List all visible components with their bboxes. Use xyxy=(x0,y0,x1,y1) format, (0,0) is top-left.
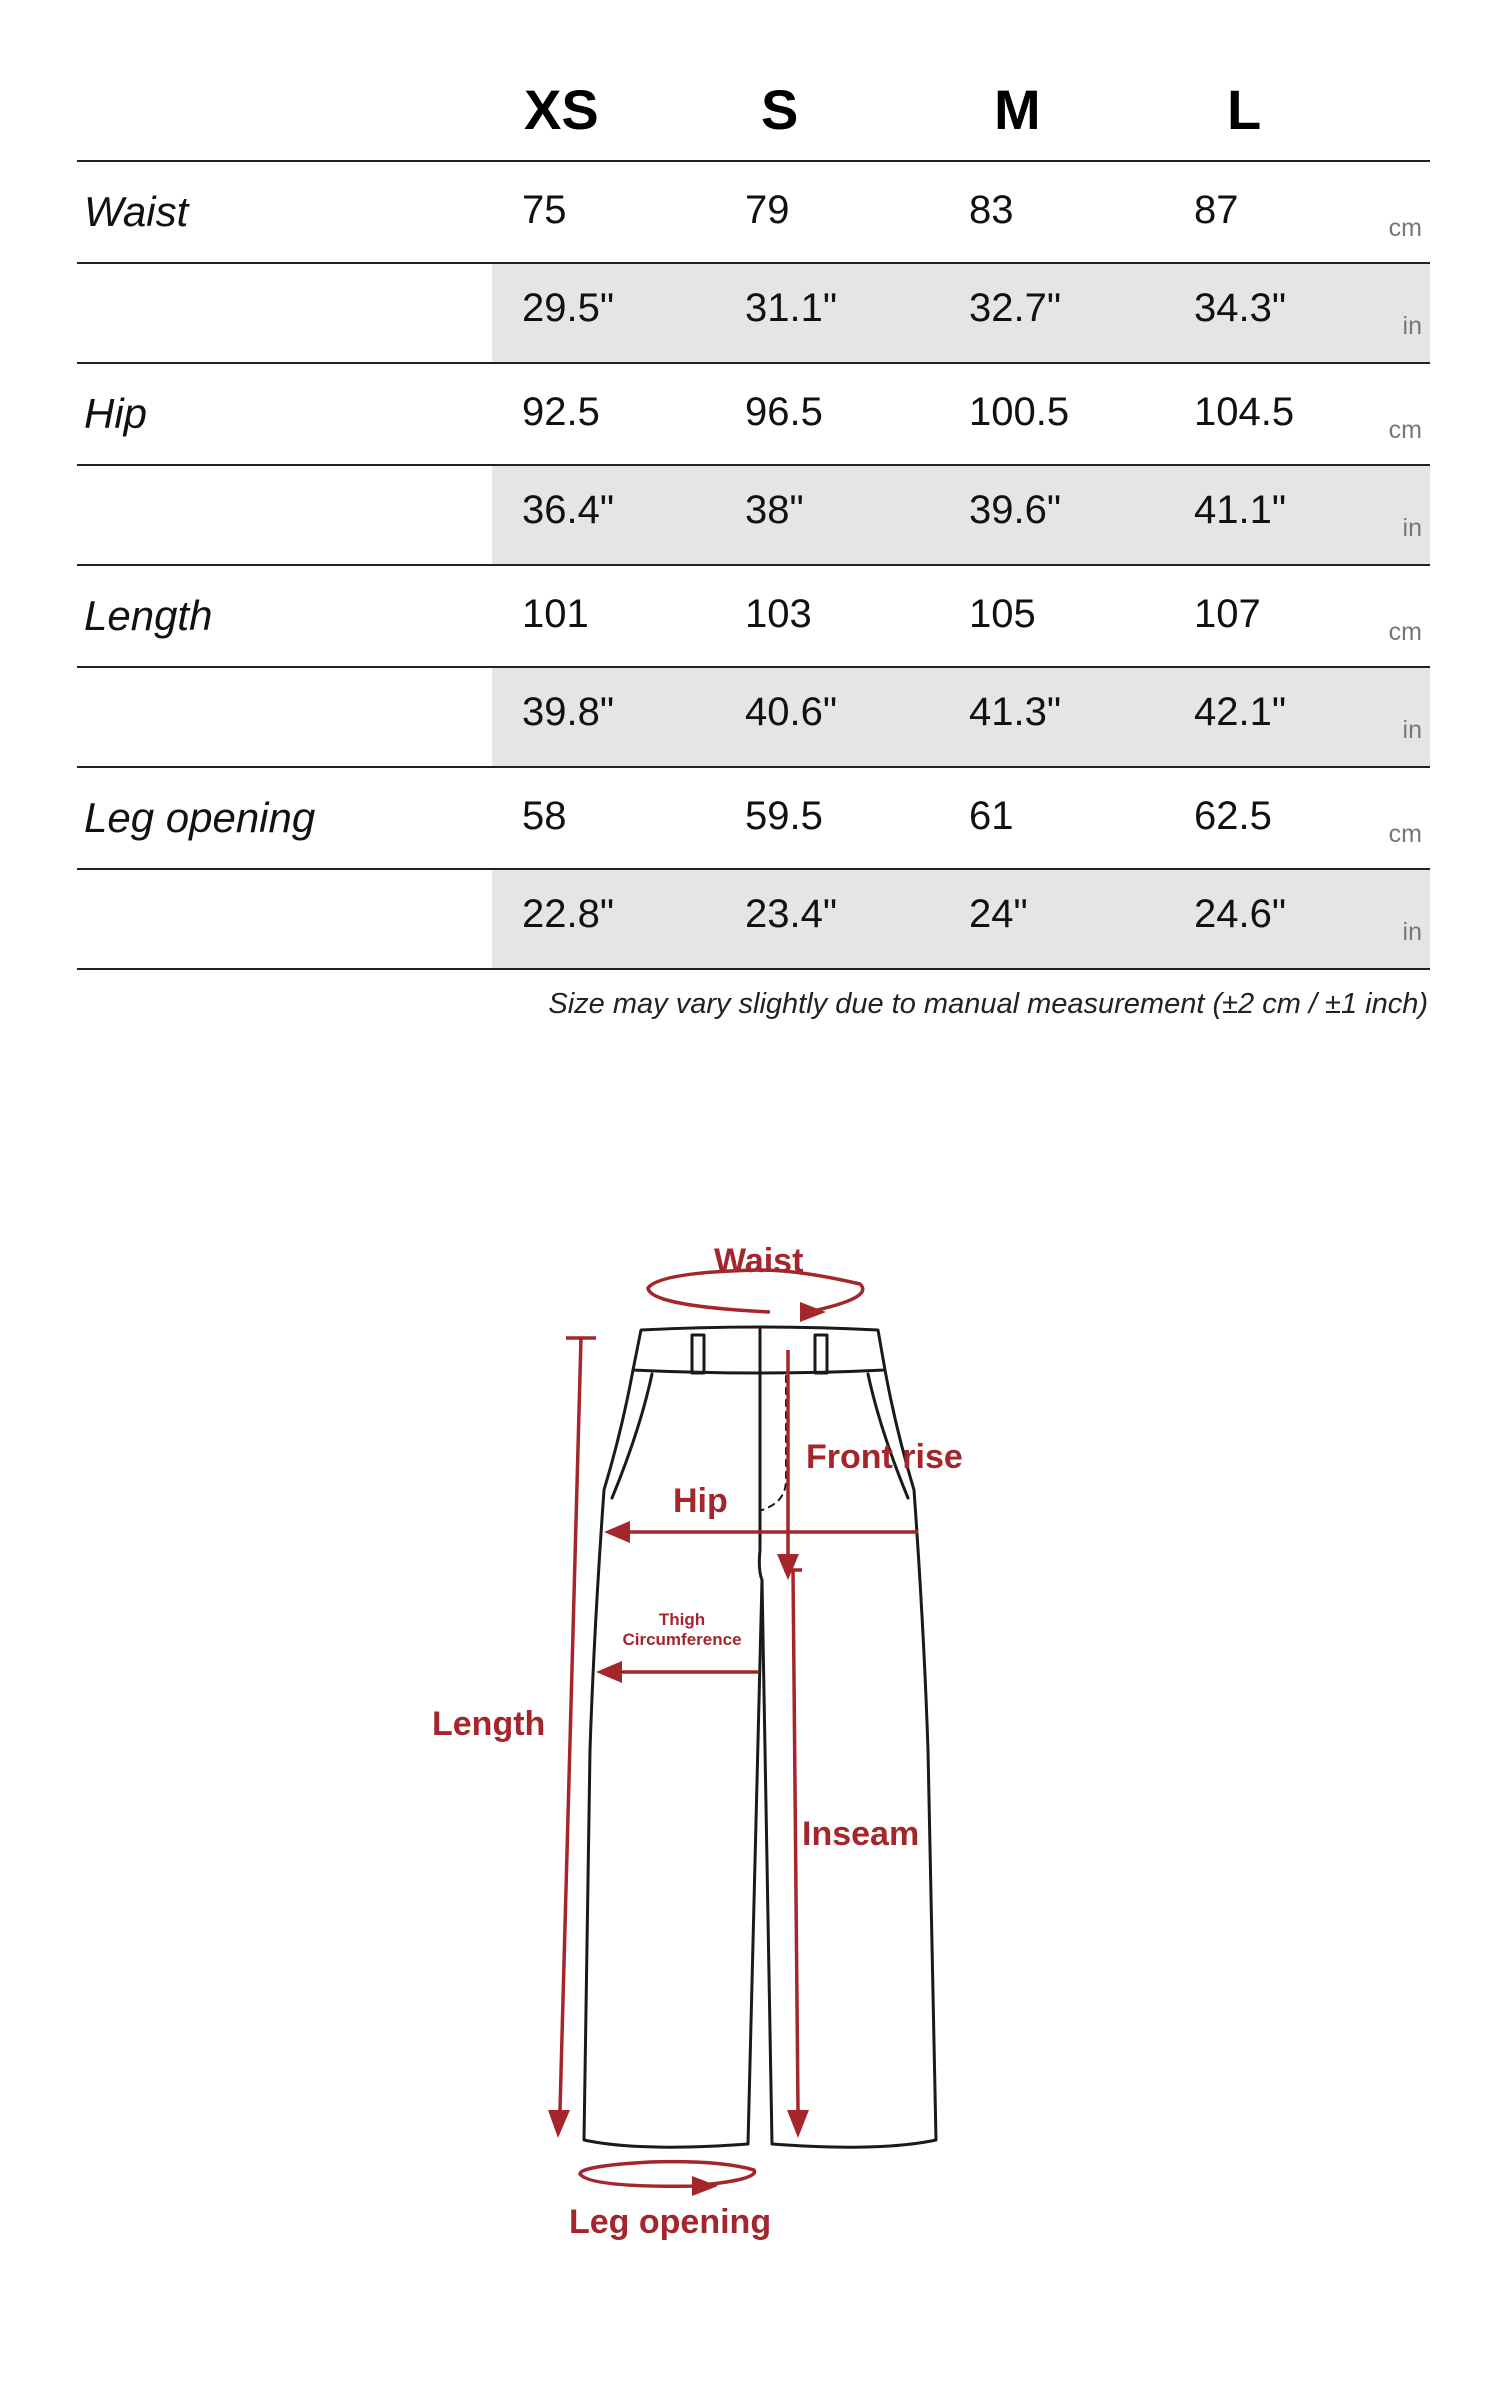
length-label: Length xyxy=(432,1705,546,1743)
measurement-group-hip xyxy=(77,364,1430,566)
size-table xyxy=(77,0,1430,970)
size-column-m: M xyxy=(994,78,1041,141)
table-cell: 96.5 xyxy=(745,390,823,434)
table-cell: 61 xyxy=(969,794,1014,838)
size-column-s: S xyxy=(761,78,799,141)
table-cell: 58 xyxy=(522,794,567,838)
table-row-cm xyxy=(77,768,1430,868)
size-disclaimer-note: Size may vary slightly due to manual measurement (±2 cm / ±1 inch) xyxy=(548,988,1428,1020)
unit-label-in: in xyxy=(1402,918,1422,946)
leg-opening-label: Leg opening xyxy=(569,2203,772,2241)
table-cell: 24.6" xyxy=(1194,892,1287,936)
fly-stitching xyxy=(762,1376,786,1510)
table-row-in xyxy=(77,464,1430,564)
pants-illustration xyxy=(0,1180,1500,2280)
table-cell: 42.1" xyxy=(1194,690,1287,734)
length-line xyxy=(560,1338,581,2110)
table-cell: 107 xyxy=(1194,592,1261,636)
table-cell: 31.1" xyxy=(745,286,838,330)
pants-measurement-diagram xyxy=(0,1180,1500,2280)
size-column-xs: XS xyxy=(524,78,599,141)
table-row-cm xyxy=(77,162,1430,262)
table-cell: 24" xyxy=(969,892,1028,936)
row-shading xyxy=(492,264,1430,362)
leg-opening-arrow xyxy=(580,2162,754,2187)
thigh-arrowhead xyxy=(596,1661,622,1683)
measurement-label: Hip xyxy=(84,390,148,437)
hip-arrowhead xyxy=(604,1521,630,1543)
table-cell: 83 xyxy=(969,188,1014,232)
thigh-label-line1: Thigh xyxy=(658,1610,706,1629)
table-cell: 36.4" xyxy=(522,488,615,532)
length-arrowhead xyxy=(548,2110,570,2138)
measurement-group-leg-opening xyxy=(77,768,1430,970)
measurement-group-length xyxy=(77,566,1430,768)
belt-loop xyxy=(815,1335,827,1373)
table-cell: 101 xyxy=(522,592,589,636)
belt-loop xyxy=(692,1335,704,1373)
table-cell: 100.5 xyxy=(969,390,1070,434)
table-cell: 103 xyxy=(745,592,812,636)
hip-label: Hip xyxy=(673,1482,728,1520)
table-row-in xyxy=(77,868,1430,968)
unit-label-cm: cm xyxy=(1388,214,1422,242)
table-cell: 104.5 xyxy=(1194,390,1295,434)
table-cell: 40.6" xyxy=(745,690,838,734)
thigh-label-line2: Circumference xyxy=(622,1630,742,1649)
table-cell: 23.4" xyxy=(745,892,838,936)
table-cell: 59.5 xyxy=(745,794,823,838)
front-rise-label: Front rise xyxy=(806,1438,963,1476)
table-cell: 87 xyxy=(1194,188,1239,232)
unit-label-in: in xyxy=(1402,514,1422,542)
waist-label: Waist xyxy=(714,1242,804,1280)
size-header-row xyxy=(77,0,1430,162)
table-cell: 75 xyxy=(522,188,567,232)
table-cell: 92.5 xyxy=(522,390,600,434)
measurement-label: Leg opening xyxy=(84,794,316,841)
table-cell: 32.7" xyxy=(969,286,1062,330)
table-cell: 41.1" xyxy=(1194,488,1287,532)
inseam-arrowhead xyxy=(787,2110,809,2138)
table-cell: 79 xyxy=(745,188,790,232)
table-cell: 41.3" xyxy=(969,690,1062,734)
thigh-circumference-label xyxy=(612,1610,752,1650)
waist-arrowhead xyxy=(800,1302,826,1322)
size-column-l: L xyxy=(1227,78,1262,141)
fly-seam xyxy=(759,1372,762,1580)
unit-label-cm: cm xyxy=(1388,416,1422,444)
row-shading xyxy=(492,668,1430,766)
measurement-label: Waist xyxy=(84,188,189,235)
table-cell: 105 xyxy=(969,592,1036,636)
unit-label-cm: cm xyxy=(1388,618,1422,646)
measurement-group-waist xyxy=(77,162,1430,364)
measurement-label: Length xyxy=(84,592,213,639)
table-cell: 34.3" xyxy=(1194,286,1287,330)
unit-label-cm: cm xyxy=(1388,820,1422,848)
unit-label-in: in xyxy=(1402,312,1422,340)
row-shading xyxy=(492,870,1430,968)
measurement-arrows xyxy=(548,1270,918,2196)
table-cell: 22.8" xyxy=(522,892,615,936)
front-rise-arrowhead xyxy=(777,1554,799,1580)
table-cell: 39.6" xyxy=(969,488,1062,532)
table-cell: 62.5 xyxy=(1194,794,1272,838)
table-row-cm xyxy=(77,566,1430,666)
inseam-label: Inseam xyxy=(802,1815,920,1853)
table-cell: 29.5" xyxy=(522,286,615,330)
inseam-line xyxy=(793,1570,798,2110)
row-shading xyxy=(492,466,1430,564)
unit-label-in: in xyxy=(1402,716,1422,744)
leg-opening-arrowhead xyxy=(692,2176,718,2196)
table-row-in xyxy=(77,666,1430,766)
table-row-cm xyxy=(77,364,1430,464)
table-row-in xyxy=(77,262,1430,362)
table-cell: 38" xyxy=(745,488,804,532)
table-cell: 39.8" xyxy=(522,690,615,734)
